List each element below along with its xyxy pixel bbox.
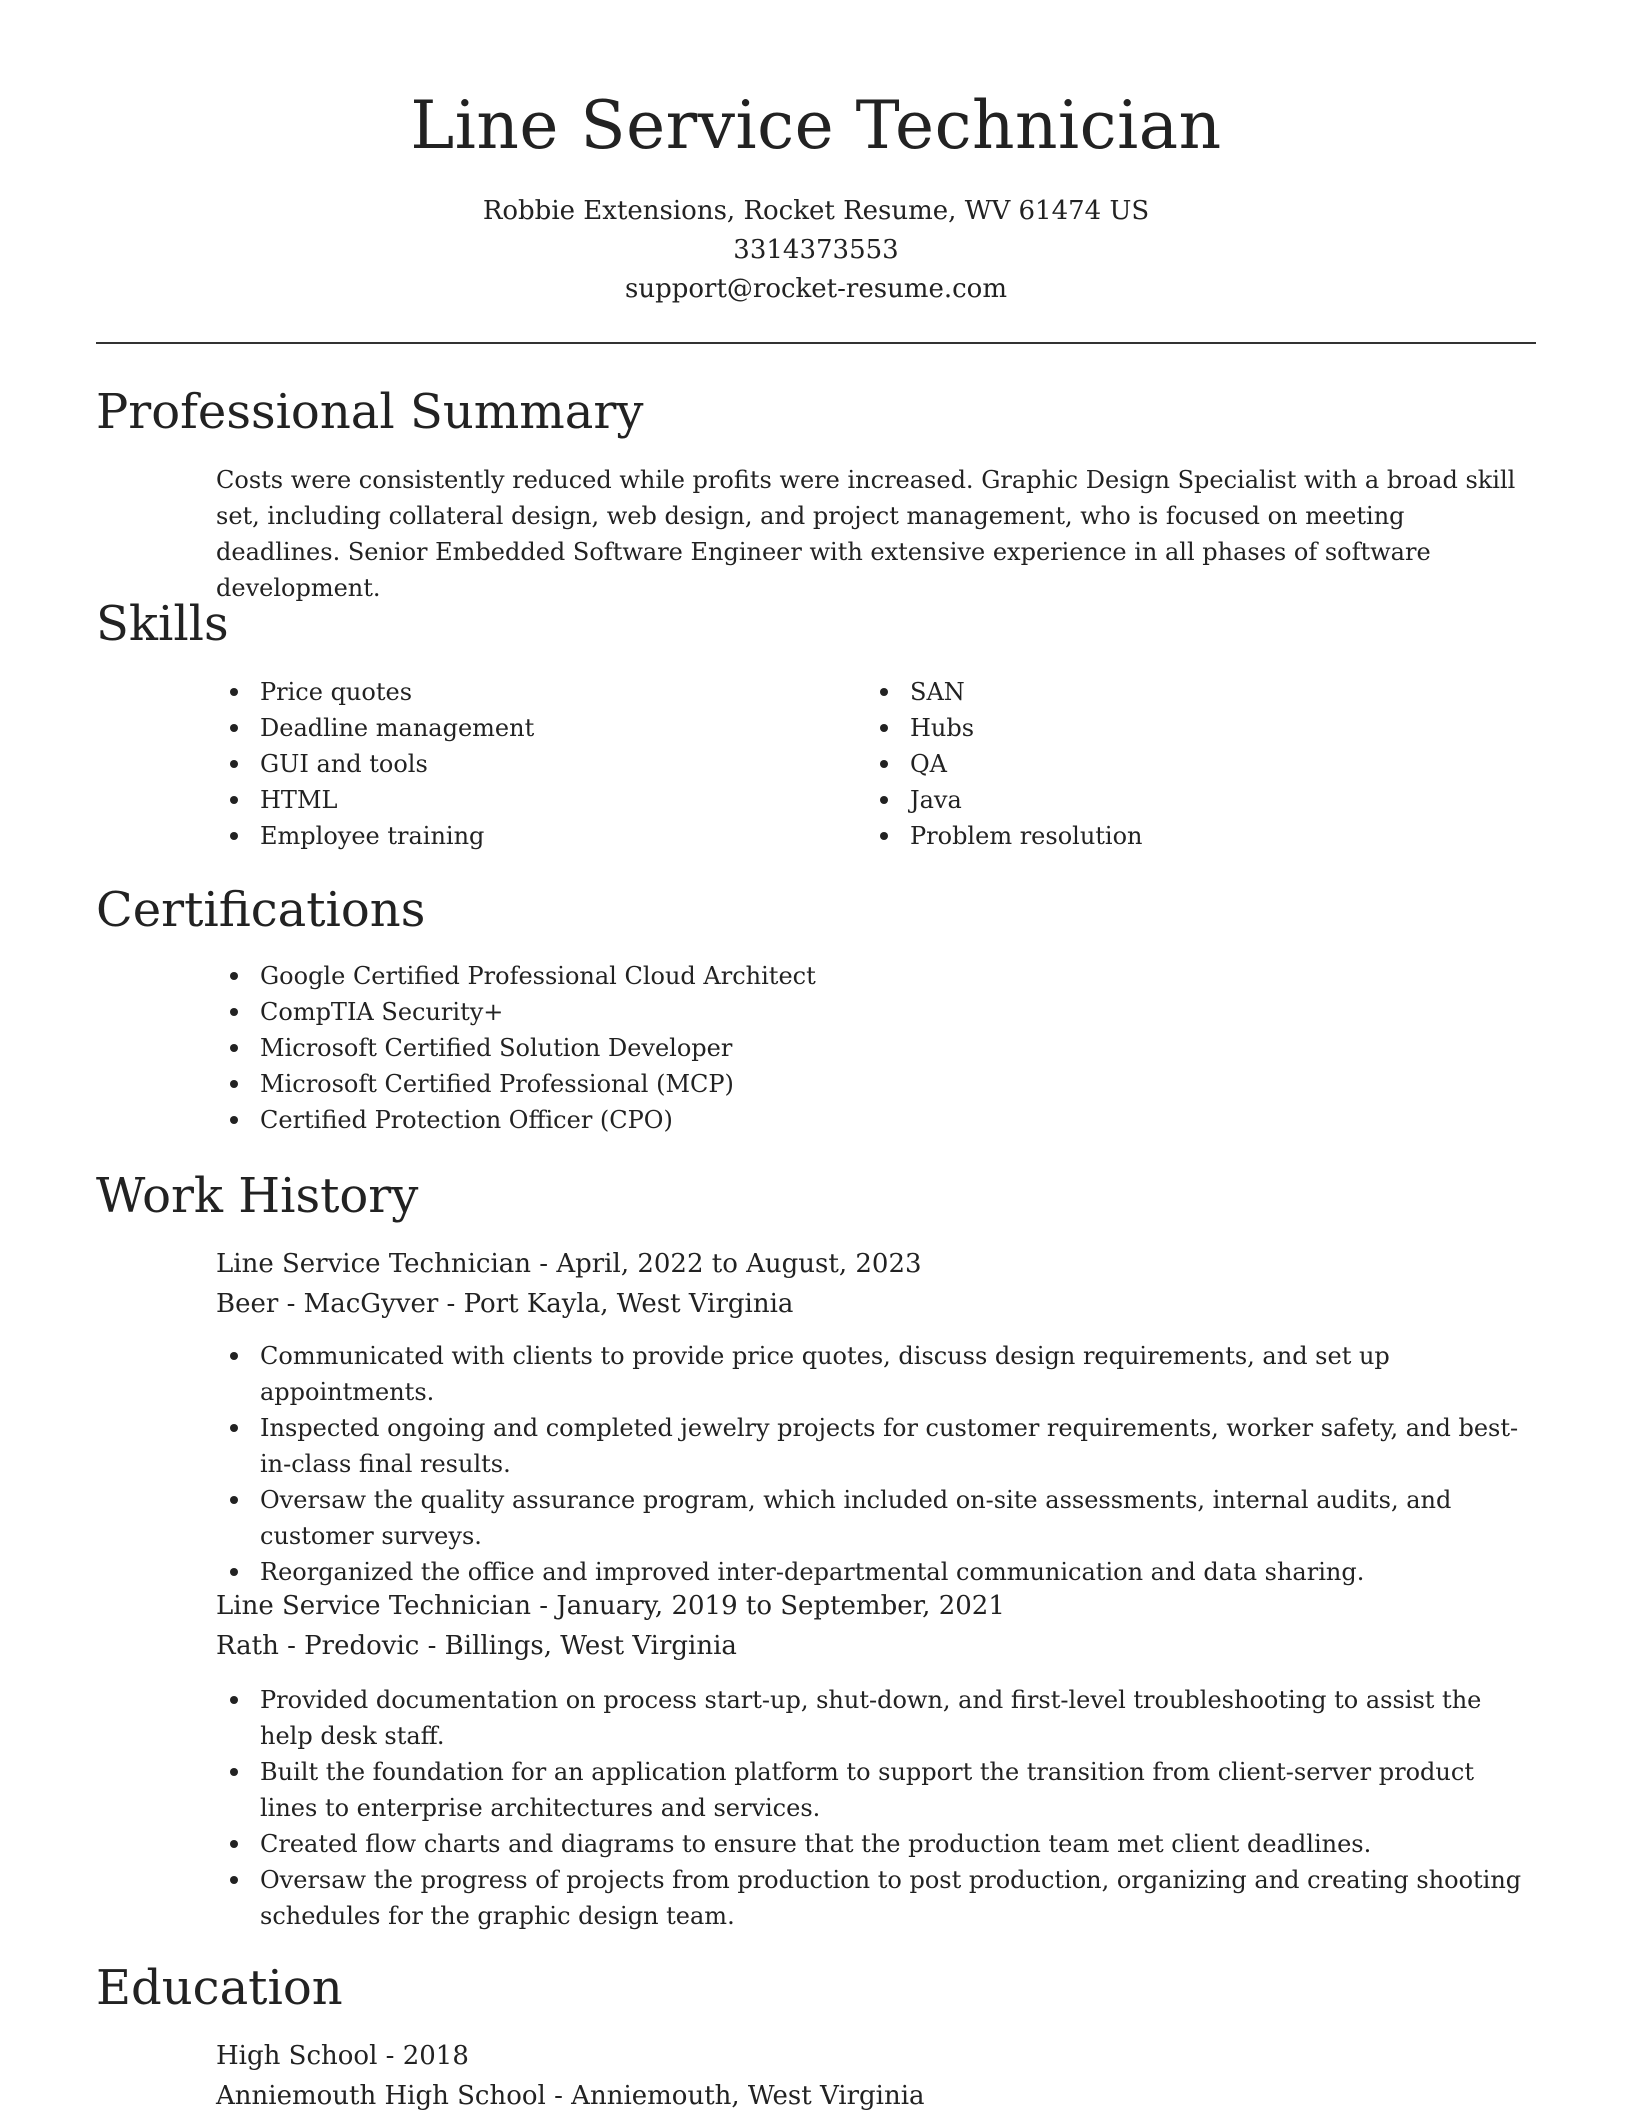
job-bullet: Reorganized the office and improved inter-departmental communication and data sharing. [216, 1554, 1536, 1590]
job-bullet: Inspected ongoing and completed jewelry projects for customer requirements, worker safety, and best-in-class final results. [216, 1410, 1536, 1482]
certification-item: Certified Protection Officer (CPO) [216, 1102, 1536, 1138]
skill-item: SAN [866, 674, 1466, 710]
job-company: Rath - Predovic - Billings, West Virginia [216, 1631, 737, 1661]
certification-item: CompTIA Security+ [216, 994, 1536, 1030]
job-bullet: Provided documentation on process start-up, shut-down, and first-level troubleshooting to assist the help desk staff. [216, 1682, 1536, 1754]
skill-item: Deadline management [216, 710, 816, 746]
certification-item: Google Certified Professional Cloud Architect [216, 958, 1536, 994]
education-heading: Education [96, 1960, 343, 2016]
resume-header [0, 0, 1632, 309]
skill-item: Java [866, 782, 1466, 818]
skill-item: Employee training [216, 818, 816, 854]
contact-email: support@rocket-resume.com [624, 274, 1007, 304]
education-school: Anniemouth High School - Anniemouth, West Virginia [216, 2081, 925, 2111]
header-divider [96, 342, 1536, 344]
job-company: Beer - MacGyver - Port Kayla, West Virginia [216, 1289, 794, 1319]
job-bullet: Oversaw the quality assurance program, which included on-site assessments, internal audits, and customer surveys. [216, 1482, 1536, 1554]
skills-list-left [216, 674, 816, 854]
skill-item: Price quotes [216, 674, 816, 710]
job-bullet: Communicated with clients to provide price quotes, discuss design requirements, and set up appointments. [216, 1338, 1536, 1410]
contact-block [0, 192, 1632, 309]
job-bullet: Created flow charts and diagrams to ensure that the production team met client deadlines. [216, 1826, 1536, 1862]
job-bullets [216, 1338, 1536, 1590]
job-bullets [216, 1682, 1536, 1934]
education-degree-year: High School - 2018 [216, 2041, 469, 2071]
contact-address: Robbie Extensions, Rocket Resume, WV 61474 US [482, 196, 1150, 226]
skill-item: Problem resolution [866, 818, 1466, 854]
skills-heading: Skills [96, 596, 229, 652]
skill-item: QA [866, 746, 1466, 782]
skill-item: HTML [216, 782, 816, 818]
job-title-dates: Line Service Technician - April, 2022 to August, 2023 [216, 1249, 922, 1279]
contact-phone: 3314373553 [733, 235, 899, 265]
job-bullet: Built the foundation for an application platform to support the transition from client-server product lines to enterprise architectures and services. [216, 1754, 1536, 1826]
certification-item: Microsoft Certified Solution Developer [216, 1030, 1536, 1066]
skill-item: GUI and tools [216, 746, 816, 782]
work-history-heading: Work History [96, 1168, 419, 1224]
job-title-dates: Line Service Technician - January, 2019 to September, 2021 [216, 1591, 1005, 1621]
skill-item: Hubs [866, 710, 1466, 746]
summary-heading: Professional Summary [96, 384, 644, 440]
certifications-heading: Certifications [96, 882, 426, 938]
skills-list-right [866, 674, 1466, 854]
job-bullet: Oversaw the progress of projects from production to post production, organizing and creating shooting schedules for the graphic design team. [216, 1862, 1536, 1934]
certifications-list [216, 958, 1536, 1138]
summary-text: Costs were consistently reduced while profits were increased. Graphic Design Specialist with a broad skill set, including collateral design, web design, and project management, who is focused on meeting deadlines. Senior Embedded Software Engineer with extensive experience in all phases of software development. [216, 466, 1516, 602]
certification-item: Microsoft Certified Professional (MCP) [216, 1066, 1536, 1102]
candidate-name: Line Service Technician [410, 87, 1222, 164]
